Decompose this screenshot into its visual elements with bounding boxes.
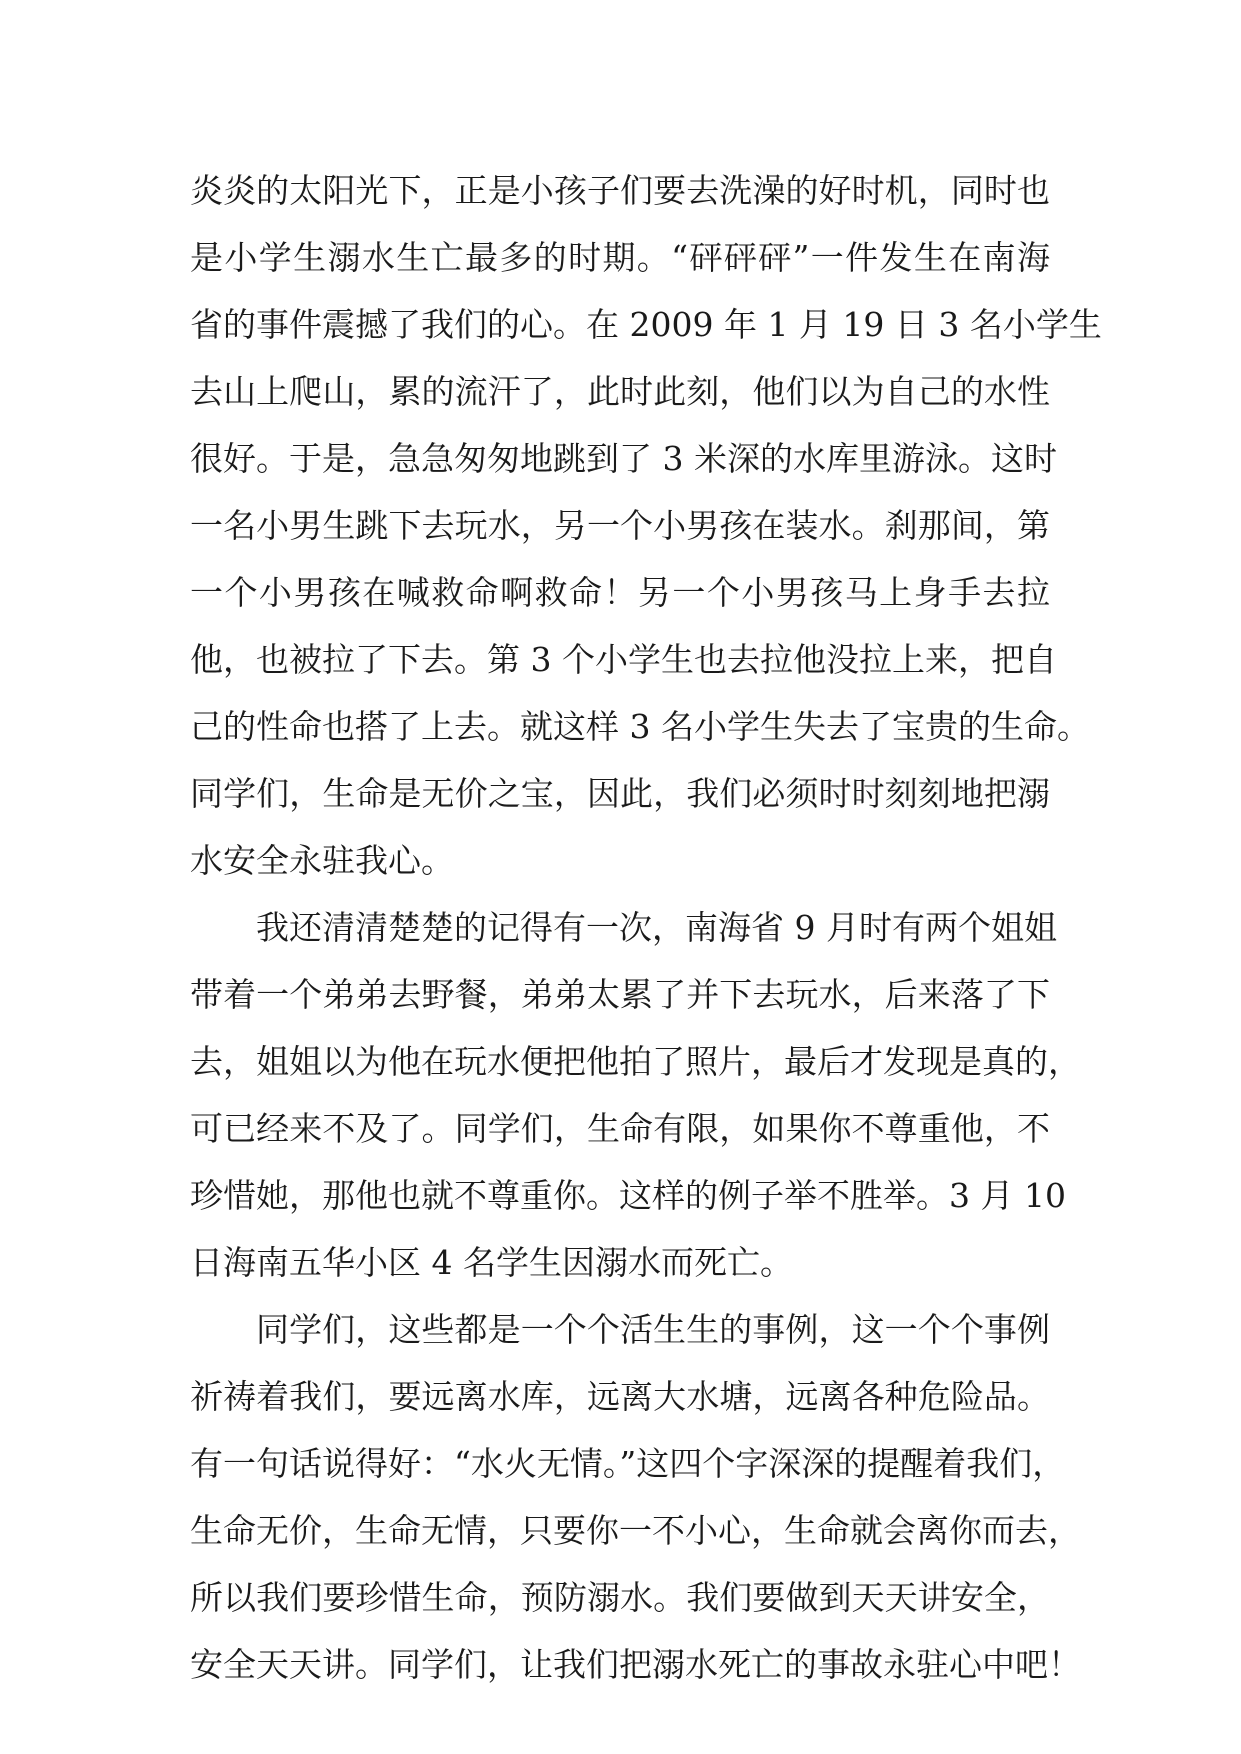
text-line: 祈祷着我们，要远离水库，远离大水塘，远离各种危险品。 [190, 1377, 1050, 1416]
text-line: 去山上爬山，累的流汗了，此时此刻，他们以为自己的水性 [190, 372, 1050, 411]
text-line: 省的事件震撼了我们的心。在 2009 年 1 月 19 日 3 名小学生 [190, 305, 1102, 344]
text-line: 所以我们要珍惜生命，预防溺水。我们要做到天天讲安全， [190, 1578, 1050, 1617]
text-line: 同学们，这些都是一个个活生生的事例，这一个个事例 [256, 1310, 1050, 1349]
text-line: 一个小男孩在喊救命啊救命！另一个小男孩马上身手去拉 [190, 573, 1050, 612]
text-line: 日海南五华小区 4 名学生因溺水而死亡。 [190, 1243, 793, 1282]
paragraph-1 [190, 157, 1102, 894]
text-line: 己的性命也搭了上去。就这样 3 名小学生失去了宝贵的生命。 [190, 707, 1090, 746]
text-line: 同学们，生命是无价之宝，因此，我们必须时时刻刻地把溺 [190, 774, 1050, 813]
paragraph-3 [190, 1296, 1081, 1698]
text-line: 一名小男生跳下去玩水，另一个小男孩在装水。刹那间，第 [190, 506, 1050, 545]
text-line: 炎炎的太阳光下，正是小孩子们要去洗澡的好时机，同时也 [190, 171, 1050, 210]
paragraph-2 [190, 894, 1081, 1296]
text-line: 水安全永驻我心。 [190, 841, 454, 880]
text-line: 去，姐姐以为他在玩水便把他拍了照片，最后才发现是真的， [190, 1042, 1081, 1081]
text-line: 珍惜她，那他也就不尊重你。这样的例子举不胜举。3 月 10 [190, 1176, 1066, 1215]
text-line: 我还清清楚楚的记得有一次，南海省 9 月时有两个姐姐 [256, 908, 1057, 947]
text-line: 生命无价，生命无情，只要你一不小心，生命就会离你而去， [190, 1511, 1081, 1550]
text-line: 可已经来不及了。同学们，生命有限，如果你不尊重他，不 [190, 1109, 1050, 1148]
text-line: 他，也被拉了下去。第 3 个小学生也去拉他没拉上来，把自 [190, 640, 1057, 679]
document-body [190, 157, 1102, 1698]
text-line: 带着一个弟弟去野餐，弟弟太累了并下去玩水，后来落了下 [190, 975, 1050, 1014]
text-line: 有一句话说得好：“水火无情。”这四个字深深的提醒着我们， [190, 1444, 1066, 1483]
text-line: 安全天天讲。同学们，让我们把溺水死亡的事故永驻心中吧！ [190, 1645, 1081, 1684]
text-line: 是小学生溺水生亡最多的时期。“砰砰砰”一件发生在南海 [190, 238, 1050, 277]
text-line: 很好。于是，急急匆匆地跳到了 3 米深的水库里游泳。这时 [190, 439, 1057, 478]
